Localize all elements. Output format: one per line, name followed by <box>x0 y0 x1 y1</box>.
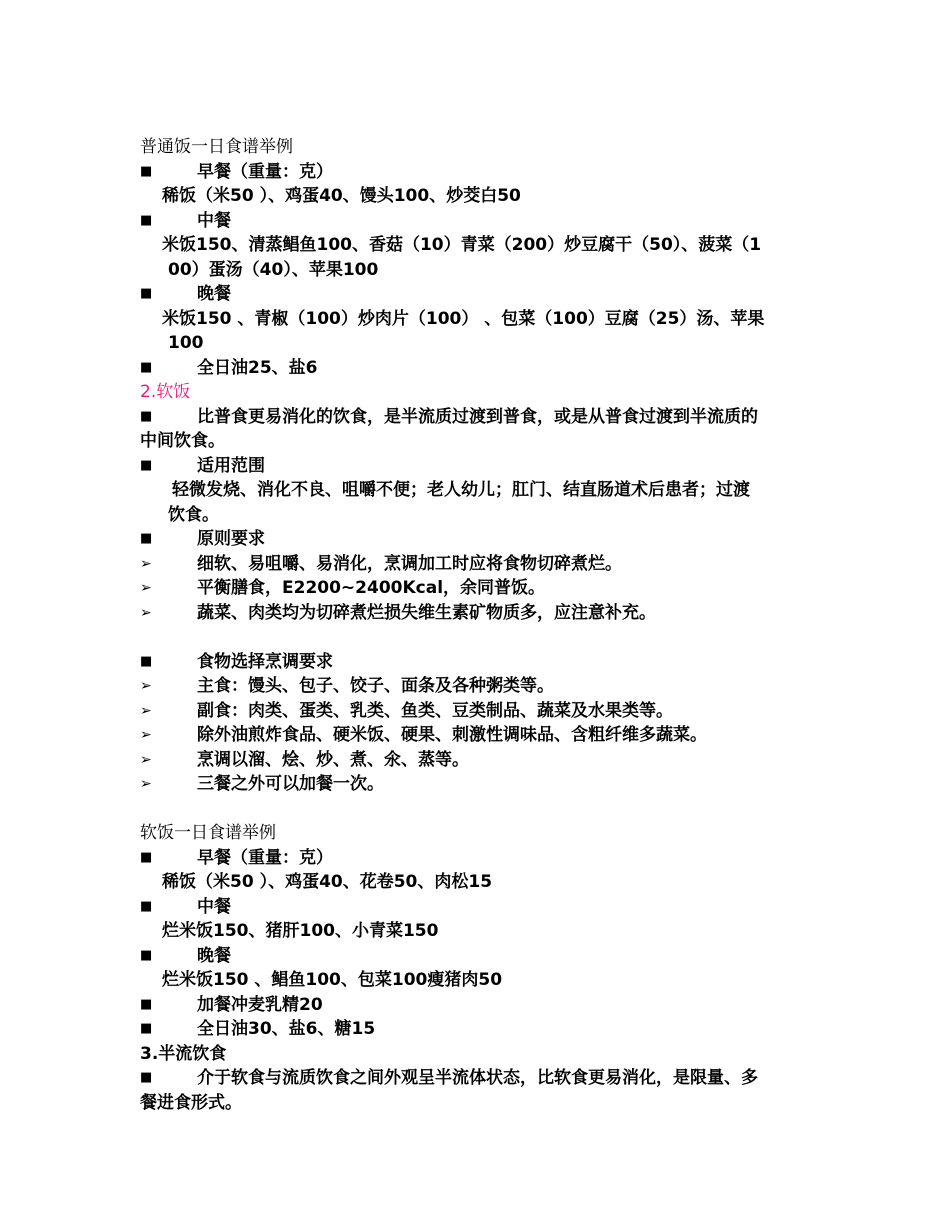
lunch-menu-line-1: 米饭150、清蒸鲳鱼100、香菇（10）青菜（200）炒豆腐干（50）、菠菜（1 <box>162 235 762 255</box>
principle-item: ➢ 平衡膳食，E2200~2400Kcal，余同普饭。 <box>140 576 820 601</box>
square-bullet-icon: ■ <box>140 163 153 179</box>
bullet-oil: ■ 全日油25、盐6 <box>140 356 820 381</box>
arrow-bullet-icon: ➢ <box>140 604 152 621</box>
food-item: ➢ 副食：肉类、蛋类、乳类、鱼类、豆类制品、蔬菜及水果类等。 <box>140 699 820 724</box>
square-bullet-icon: ■ <box>140 898 153 914</box>
food-item: ➢ 主食：馒头、包子、饺子、面条及各种粥类等。 <box>140 674 820 699</box>
section-title-regular-menu: 普通饭一日食谱举例 <box>140 137 293 157</box>
square-bullet-icon: ■ <box>140 531 153 546</box>
dinner-menu-line-1: 米饭150 、青椒（100）炒肉片（100） 、包菜（100）豆腐（25）汤、苹果 <box>162 308 765 329</box>
food-item: ➢ 除外油煎炸食品、硬米饭、硬果、刺激性调味品、含粗纤维多蔬菜。 <box>140 723 820 748</box>
lunch-menu: 烂米饭150、猪肝100、小青菜150 <box>162 921 439 941</box>
square-bullet-icon: ■ <box>140 408 153 424</box>
arrow-bullet-icon: ➢ <box>140 678 152 694</box>
square-bullet-icon: ■ <box>140 947 153 963</box>
lunch-menu-line-2: 00）蛋汤（40）、苹果100 <box>168 259 379 280</box>
dinner-menu: 烂米饭150 、鲳鱼100、包菜100瘦猪肉50 <box>162 970 503 990</box>
arrow-bullet-icon: ➢ <box>140 702 152 719</box>
square-bullet-icon: ■ <box>140 359 153 375</box>
semi-liquid-desc-line-2: 餐进食形式。 <box>140 1092 242 1113</box>
food-item: ➢ 烹调以溜、烩、炒、煮、氽、蒸等。 <box>140 748 820 773</box>
square-bullet-icon: ■ <box>140 849 153 865</box>
bullet-food-selection: ■ 食物选择烹调要求 <box>140 650 820 675</box>
square-bullet-icon: ■ <box>140 457 153 473</box>
bullet-lunch: ■ 中餐 <box>140 209 820 234</box>
bullet-lunch: ■ 中餐 <box>140 895 820 920</box>
arrow-bullet-icon: ➢ <box>140 555 152 572</box>
square-bullet-icon: ■ <box>140 286 153 301</box>
document-page <box>140 135 820 1115</box>
square-bullet-icon: ■ <box>140 212 153 228</box>
principle-item: ➢ 蔬菜、肉类均为切碎煮烂损失维生素矿物质多，应注意补充。 <box>140 601 820 626</box>
arrow-bullet-icon: ➢ <box>140 776 152 792</box>
soft-desc-line-2: 中间饮食。 <box>140 431 225 451</box>
square-bullet-icon: ■ <box>140 653 153 669</box>
breakfast-menu: 稀饭（米50 ）、鸡蛋40、馒头100、炒茭白50 <box>162 186 521 206</box>
arrow-bullet-icon: ➢ <box>140 727 152 743</box>
bullet-snack: ■ 加餐冲麦乳精20 <box>140 993 820 1018</box>
bullet-scope: ■ 适用范围 <box>140 454 820 479</box>
arrow-bullet-icon: ➢ <box>140 751 152 768</box>
bullet-soft-desc: ■ 比普食更易消化的饮食，是半流质过渡到普食，或是从普食过渡到半流质的 <box>140 405 820 430</box>
square-bullet-icon: ■ <box>140 1070 153 1085</box>
bullet-semi-liquid-desc: ■ 介于软食与流质饮食之间外观呈半流体状态，比软食更易消化，是限量、多 <box>140 1066 820 1091</box>
bullet-breakfast: ■ 早餐（重量：克） <box>140 160 820 185</box>
square-bullet-icon: ■ <box>140 1021 153 1036</box>
bullet-principles: ■ 原则要求 <box>140 527 820 552</box>
bullet-dinner: ■ 晚餐 <box>140 282 820 307</box>
blank-line <box>140 625 820 650</box>
principle-item: ➢ 细软、易咀嚼、易消化，烹调加工时应将食物切碎煮烂。 <box>140 552 820 577</box>
dinner-menu-line-2: 100 <box>168 333 204 353</box>
square-bullet-icon: ■ <box>140 996 153 1012</box>
breakfast-menu: 稀饭（米50 ）、鸡蛋40、花卷50、肉松15 <box>162 872 493 892</box>
section-title-soft-diet: 2.软饭 <box>140 382 191 402</box>
bullet-oil: ■ 全日油30、盐6、糖15 <box>140 1017 820 1042</box>
bullet-dinner: ■ 晚餐 <box>140 944 820 969</box>
blank-line <box>140 797 820 822</box>
scope-line-1: 轻微发烧、消化不良、咀嚼不便；老人幼儿；肛门、结直肠道术后患者；过渡 <box>172 480 750 500</box>
food-item: ➢ 三餐之外可以加餐一次。 <box>140 772 820 797</box>
arrow-bullet-icon: ➢ <box>140 580 152 596</box>
section-title-semi-liquid: 3.半流饮食 <box>140 1043 227 1064</box>
section-title-soft-menu: 软饭一日食谱举例 <box>140 823 276 843</box>
scope-line-2: 饮食。 <box>168 504 219 525</box>
bullet-breakfast: ■ 早餐（重量：克） <box>140 846 820 871</box>
